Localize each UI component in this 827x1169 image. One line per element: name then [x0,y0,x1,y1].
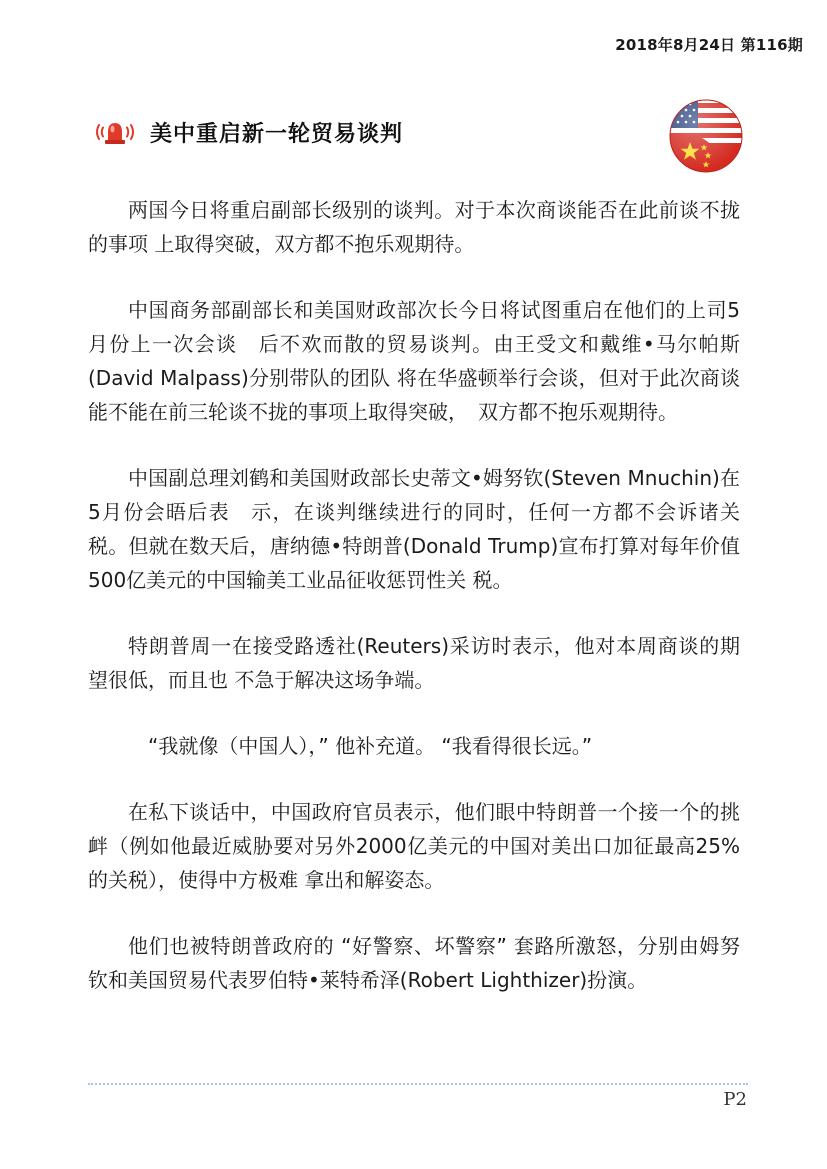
alarm-bell-icon [92,117,138,147]
us-china-flag-icon [668,98,744,174]
headline: 美中重启新一轮贸易谈判 [150,121,404,147]
quote-paragraph: “我就像（中国人），” 他补充道。 “我看得很长远。” [148,734,593,758]
article-body [88,193,740,1029]
headline-row [92,112,403,152]
paragraph: 中国副总理刘鹤和美国财政部长史蒂文•姆努钦(Steven Mnuchin)在5月份会晤后表 示，在谈判继续进行的同时，任何一方都不会诉诸关税。但就在数天后，唐纳德•特朗普(Donald Trump)宣布打算对每年价值500亿美元的中国输美工业品征收惩罚性关 税。 [88,466,740,592]
issue-date-number: 2018年8月24日 第116期 [615,36,803,54]
paragraph: 他们也被特朗普政府的 “好警察、坏警察” 套路所激怒，分别由姆努钦和美国贸易代表罗伯特•莱特希泽(Robert Lighthizer)扮演。 [88,934,740,992]
footer-divider [88,1083,748,1085]
paragraph: 特朗普周一在接受路透社(Reuters)采访时表示，他对本周商谈的期望很低，而且也 不急于解决这场争端。 [88,634,740,692]
paragraph: 在私下谈话中，中国政府官员表示，他们眼中特朗普一个接一个的挑衅（例如他最近威胁要对另外2000亿美元的中国对美出口加征最高25%的关税），使得中方极难 拿出和解姿态。 [88,800,740,892]
paragraph: 两国今日将重启副部长级别的谈判。对于本次商谈能否在此前谈不拢的事项 上取得突破，双方都不抱乐观期待。 [88,198,740,256]
page-number: P2 [723,1089,747,1110]
paragraph: 中国商务部副部长和美国财政部次长今日将试图重启在他们的上司5月份上一次会谈 后不欢而散的贸易谈判。由王受文和戴维•马尔帕斯(David Malpass)分别带队的团队 将在华盛顿举行会谈，但对于此次商谈能不能在前三轮谈不拢的事项上取得突破， 双方都不抱乐观期待。 [88,298,740,424]
